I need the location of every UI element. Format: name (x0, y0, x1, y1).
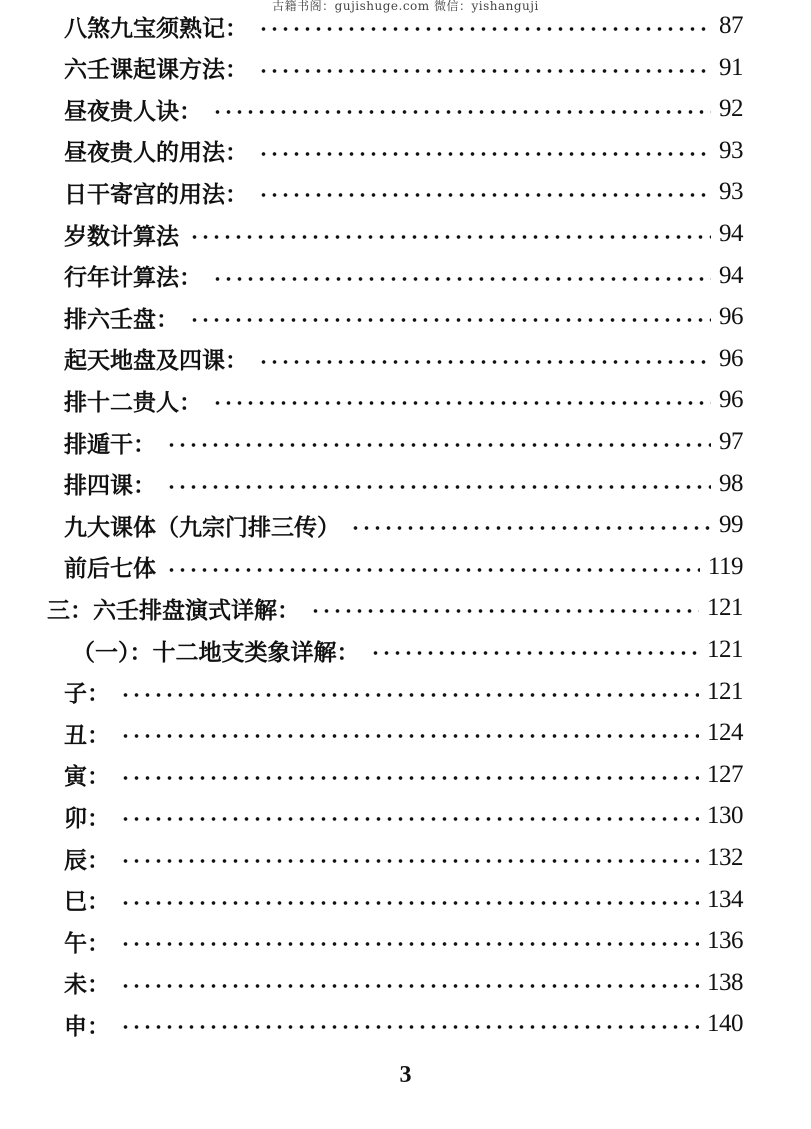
toc-entry-title: 前后七体 (64, 556, 156, 583)
toc-entry-title: 排遁干： (64, 431, 156, 458)
toc-entry-page: 94 (719, 261, 743, 289)
toc-entry-page: 119 (707, 552, 743, 580)
dot-leader (120, 942, 699, 946)
dot-leader (258, 69, 711, 73)
toc-entry-page: 87 (719, 12, 743, 39)
dot-leader (120, 984, 699, 988)
toc-entry[interactable] (64, 837, 743, 879)
toc-entry-title: 午： (64, 930, 110, 957)
toc-entry-page: 96 (719, 303, 743, 331)
dot-leader (120, 1025, 699, 1029)
toc-entry-page: 91 (719, 53, 743, 81)
toc-entry[interactable] (64, 213, 743, 255)
toc-entry[interactable] (64, 47, 743, 89)
toc-entry-title: 昼夜贵人的用法： (64, 140, 248, 167)
toc-entry-page: 130 (707, 802, 743, 830)
toc-entry-page: 140 (707, 1010, 743, 1038)
toc-entry-title: 行年计算法： (64, 265, 202, 292)
dot-leader (258, 193, 711, 197)
dot-leader (120, 693, 699, 697)
toc-entry[interactable] (64, 463, 743, 505)
toc-entry-page: 98 (719, 469, 743, 497)
toc-entry-page: 121 (707, 594, 743, 622)
toc-entry-title: 巳： (64, 889, 110, 916)
watermark-text: 古籍书阁：gujishuge.com 微信：yishanguji (272, 0, 539, 13)
toc-entry[interactable] (64, 795, 743, 837)
toc-entry[interactable] (64, 171, 743, 213)
toc-entry-page: 92 (719, 95, 743, 123)
dot-leader (166, 568, 700, 572)
dot-leader (370, 651, 700, 655)
toc-entry-page: 93 (719, 136, 743, 164)
toc-entry[interactable] (64, 296, 743, 338)
dot-leader (120, 859, 699, 863)
toc-entry-title: 排四课： (64, 473, 156, 500)
toc-entry[interactable] (64, 421, 743, 463)
toc-entry-title: 子： (64, 681, 110, 708)
toc-entry-title: 八煞九宝须熟记： (64, 15, 248, 42)
toc-entry[interactable] (64, 504, 743, 546)
toc-entry-page: 121 (707, 636, 743, 663)
dot-leader (166, 443, 711, 447)
toc-entry-page: 121 (707, 677, 743, 705)
toc-entry-page: 124 (707, 719, 743, 747)
dot-leader (189, 235, 711, 239)
toc-entry-title: 卯： (64, 805, 110, 832)
dot-leader (120, 817, 699, 821)
toc-entry[interactable] (64, 338, 743, 380)
page-number: 3 (399, 1062, 412, 1088)
dot-leader (212, 401, 711, 405)
toc-entry[interactable] (72, 629, 743, 671)
toc-entry-title: 昼夜贵人诀： (64, 98, 202, 125)
toc-entry-title: 排十二贵人： (64, 389, 202, 416)
dot-leader (350, 526, 711, 530)
toc-entry-title: 排六壬盘： (64, 306, 179, 333)
toc-entry-page: 138 (707, 968, 743, 996)
toc-entry-page: 134 (707, 885, 743, 913)
toc-entry-title: 起天地盘及四课： (64, 348, 248, 375)
toc-entry-page: 97 (719, 428, 743, 455)
toc-entry-title: 九大课体（九宗门排三传） (64, 514, 340, 541)
toc-entry-title: （一）：十二地支类象详解： (72, 639, 360, 666)
dot-leader (120, 776, 699, 780)
toc-entry[interactable] (64, 920, 743, 962)
toc-entry-title: 寅： (64, 764, 110, 791)
toc-entry-page: 93 (719, 178, 743, 206)
toc-entry[interactable] (64, 546, 743, 588)
toc-entry[interactable] (64, 962, 743, 1004)
toc-entry-title: 辰： (64, 847, 110, 874)
toc-entry[interactable] (64, 712, 743, 754)
toc-entry[interactable] (47, 587, 743, 629)
toc-entry-title: 六壬课起课方法： (64, 57, 248, 84)
dot-leader (212, 110, 711, 114)
toc-entry[interactable] (64, 130, 743, 172)
dot-leader (189, 318, 711, 322)
toc-entry-page: 96 (719, 386, 743, 414)
toc-entry-page: 99 (719, 511, 743, 539)
dot-leader (166, 485, 711, 489)
dot-leader (120, 734, 699, 738)
toc-entry-title: 三：六壬排盘演式详解： (47, 597, 300, 624)
toc-entry-title: 申： (64, 1013, 110, 1040)
toc-entry[interactable] (64, 671, 743, 713)
toc-entry-title: 日干寄宫的用法： (64, 181, 248, 208)
toc-entry[interactable] (64, 5, 743, 47)
dot-leader (310, 609, 699, 613)
toc-entry[interactable] (64, 379, 743, 421)
toc-entry[interactable] (64, 1003, 743, 1045)
toc-entry-page: 132 (707, 844, 743, 871)
dot-leader (212, 277, 711, 281)
dot-leader (120, 901, 699, 905)
toc-entry[interactable] (64, 879, 743, 921)
toc-entry[interactable] (64, 754, 743, 796)
dot-leader (258, 360, 711, 364)
toc-entry-title: 岁数计算法 (64, 223, 179, 250)
toc-entry-page: 127 (707, 760, 743, 788)
toc-entry-page: 96 (719, 344, 743, 372)
toc-entry[interactable] (64, 255, 743, 297)
toc-entry[interactable] (64, 88, 743, 130)
dot-leader (258, 27, 711, 31)
toc-entry-title: 未： (64, 972, 110, 999)
toc-entry-title: 丑： (64, 722, 110, 749)
dot-leader (258, 152, 711, 156)
toc-entry-page: 136 (707, 927, 743, 955)
toc-entry-page: 94 (719, 220, 743, 247)
